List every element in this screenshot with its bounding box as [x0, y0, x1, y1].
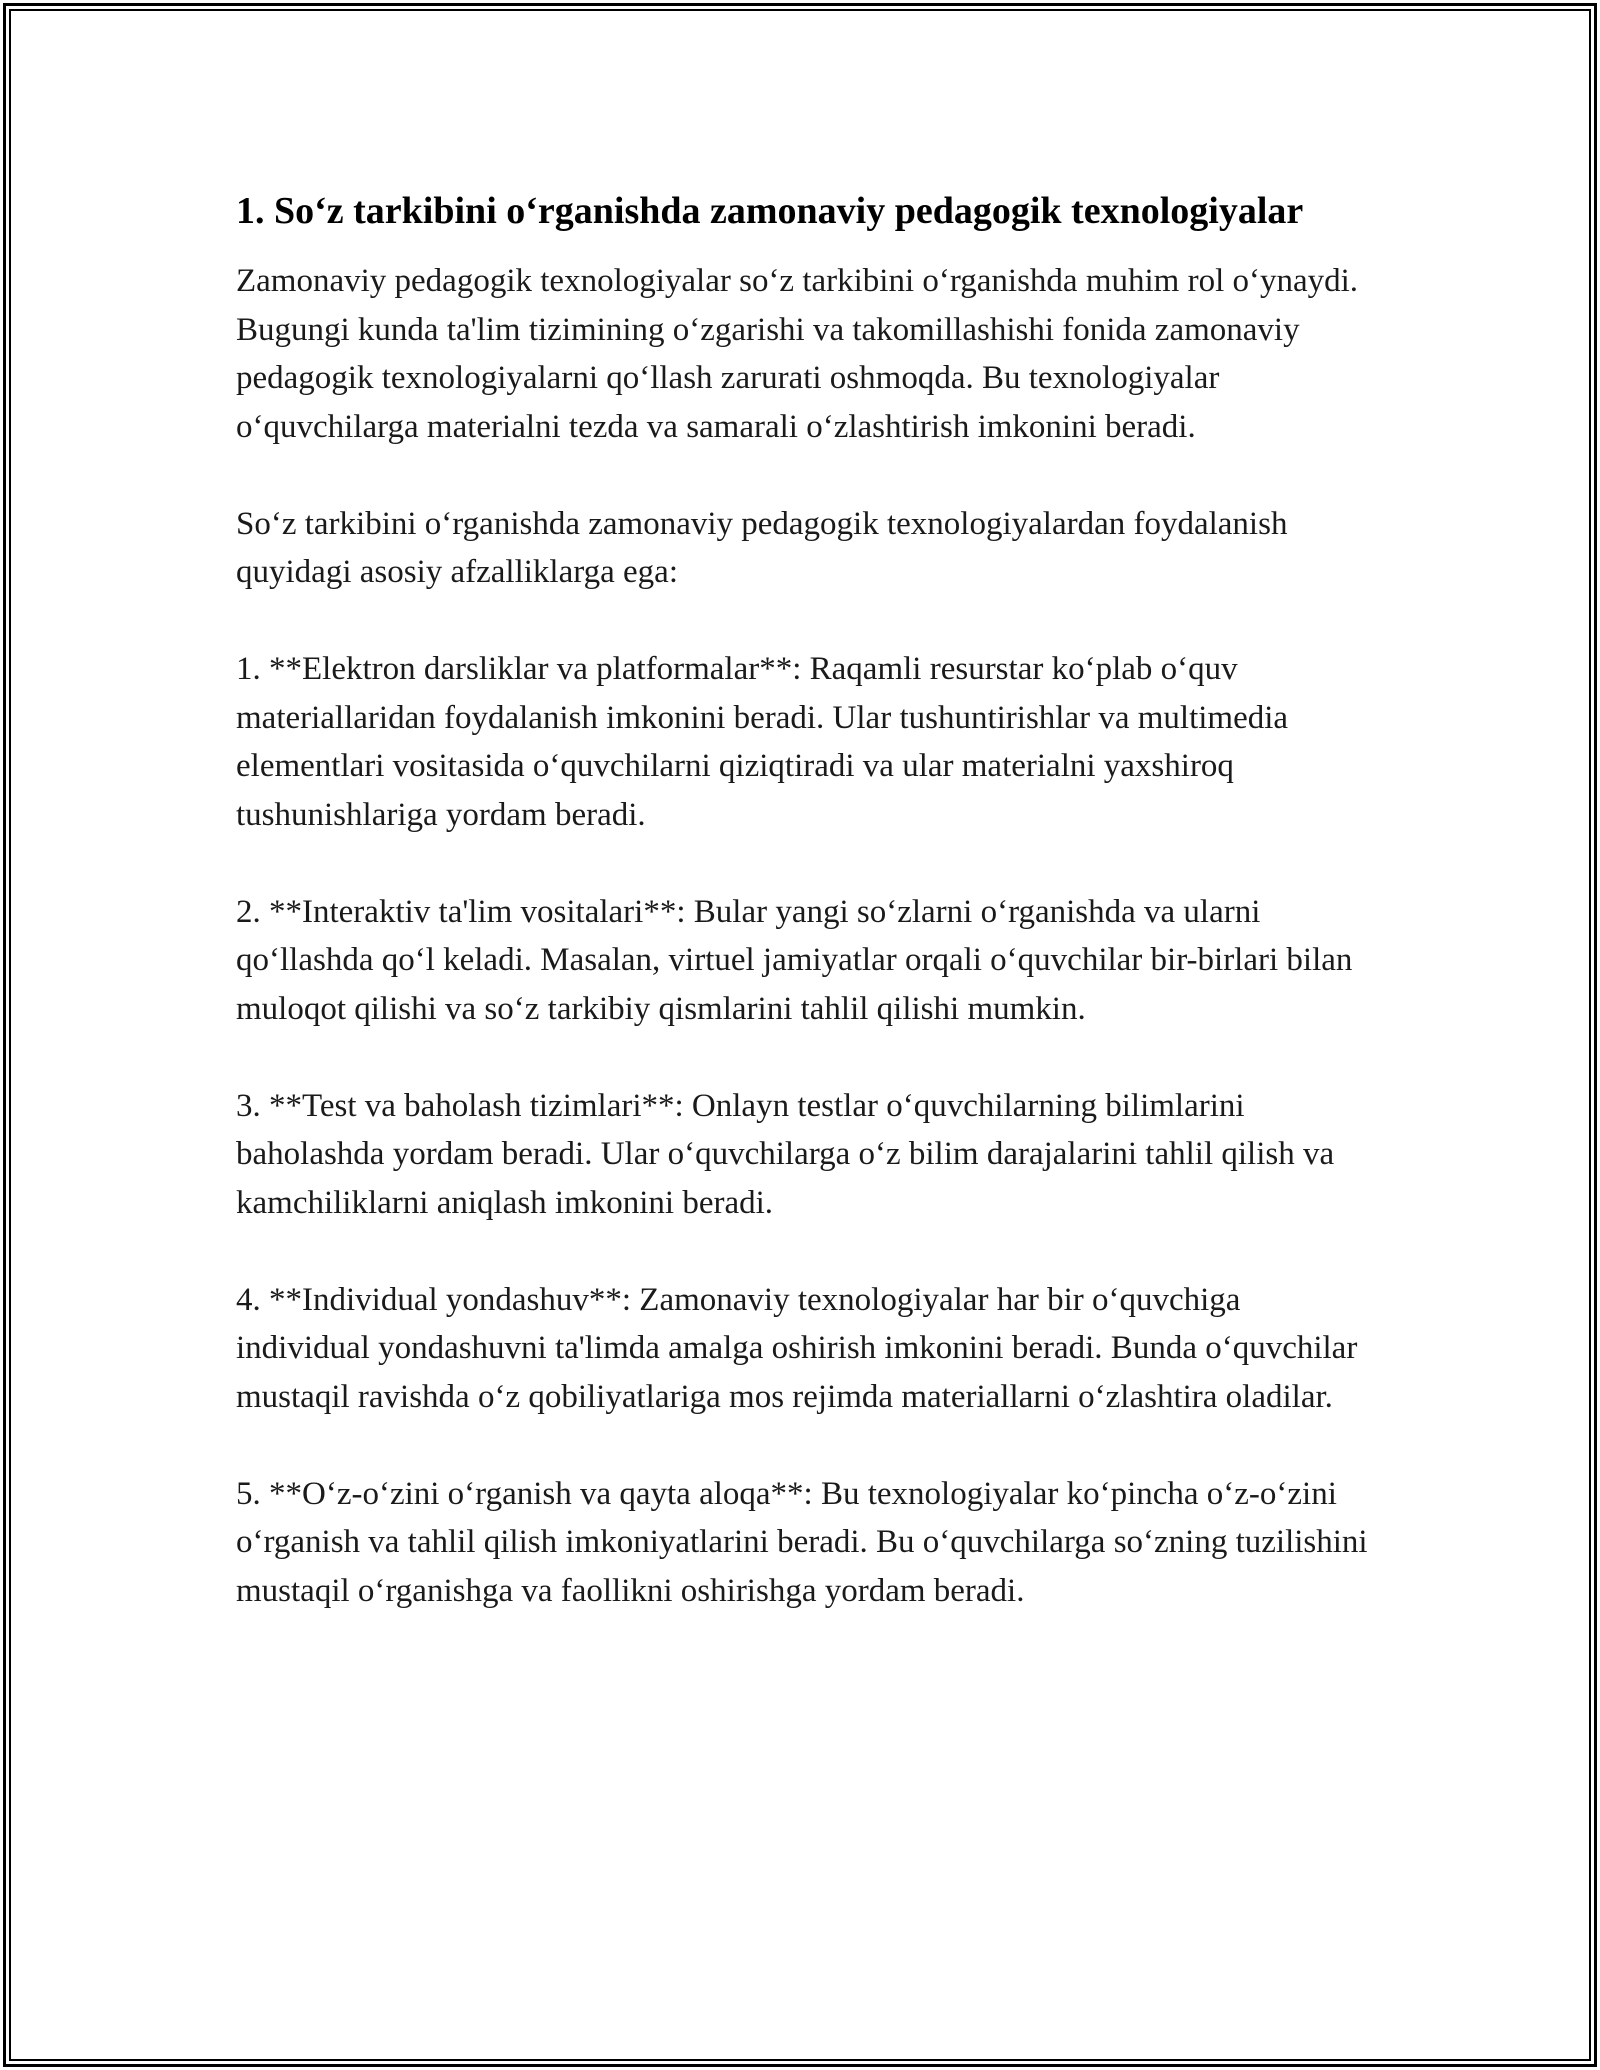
list-item-individual-approach: 4. **Individual yondashuv**: Zamonaviy texnologiyalar har bir o‘quvchiga individual yondashuvni ta'limda amalga oshirish imkonini beradi. Bunda o‘quvchilar mustaqil ravishda o‘z qobiliyatlariga mos rejimda materiallarni o‘zlashtira oladilar. — [236, 1281, 1358, 1415]
document-body — [236, 184, 1376, 1664]
section-heading: 1. So‘z tarkibini o‘rganishda zamonaviy pedagogik texnologiyalar — [236, 190, 1304, 232]
list-item-self-learning: 5. **O‘z-o‘zini o‘rganish va qayta aloqa**: Bu texnologiyalar ko‘pincha o‘z-o‘zini o‘rganish va tahlil qilish imkoniyatlarini beradi. Bu o‘quvchilarga so‘zning tuzilishini mustaqil o‘rganishga va faollikni oshirishga yordam beradi. — [236, 1475, 1368, 1609]
list-item-test-assessment: 3. **Test va baholash tizimlari**: Onlayn testlar o‘quvchilarning bilimlarini baholashda yordam beradi. Ular o‘quvchilarga o‘z bilim darajalarini tahlil qilish va kamchiliklarni aniqlash imkonini beradi. — [236, 1087, 1335, 1221]
advantages-lead-paragraph: So‘z tarkibini o‘rganishda zamonaviy pedagogik texnologiyalardan foydalanish quyidagi asosiy afzalliklarga ega: — [236, 505, 1288, 590]
intro-paragraph: Zamonaviy pedagogik texnologiyalar so‘z tarkibini o‘rganishda muhim rol o‘ynaydi. Bugungi kunda ta'lim tizimining o‘zgarishi va takomillashishi fonida zamonaviy pedagogik texnologiyalarni qo‘llash zarurati oshmoqda. Bu texnologiyalar o‘quvchilarga materialni tezda va samarali o‘zlashtirish imkonini beradi. — [236, 263, 1359, 445]
list-item-electronic-textbooks: 1. **Elektron darsliklar va platformalar**: Raqamli resurstar ko‘plab o‘quv materiallaridan foydalanish imkonini beradi. Ular tushuntirishlar va multimedia elementlari vositasida o‘quvchilarni qiziqtiradi va ular materialni yaxshiroq tushunishlariga yordam beradi. — [236, 651, 1289, 833]
list-item-interactive-tools: 2. **Interaktiv ta'lim vositalari**: Bular yangi so‘zlarni o‘rganishda va ularni qo‘llashda qo‘l keladi. Masalan, virtuel jamiyatlar orqali o‘quvchilar bir-birlari bilan muloqot qilishi va so‘z tarkibiy qismlarini tahlil qilishi mumkin. — [236, 893, 1353, 1027]
